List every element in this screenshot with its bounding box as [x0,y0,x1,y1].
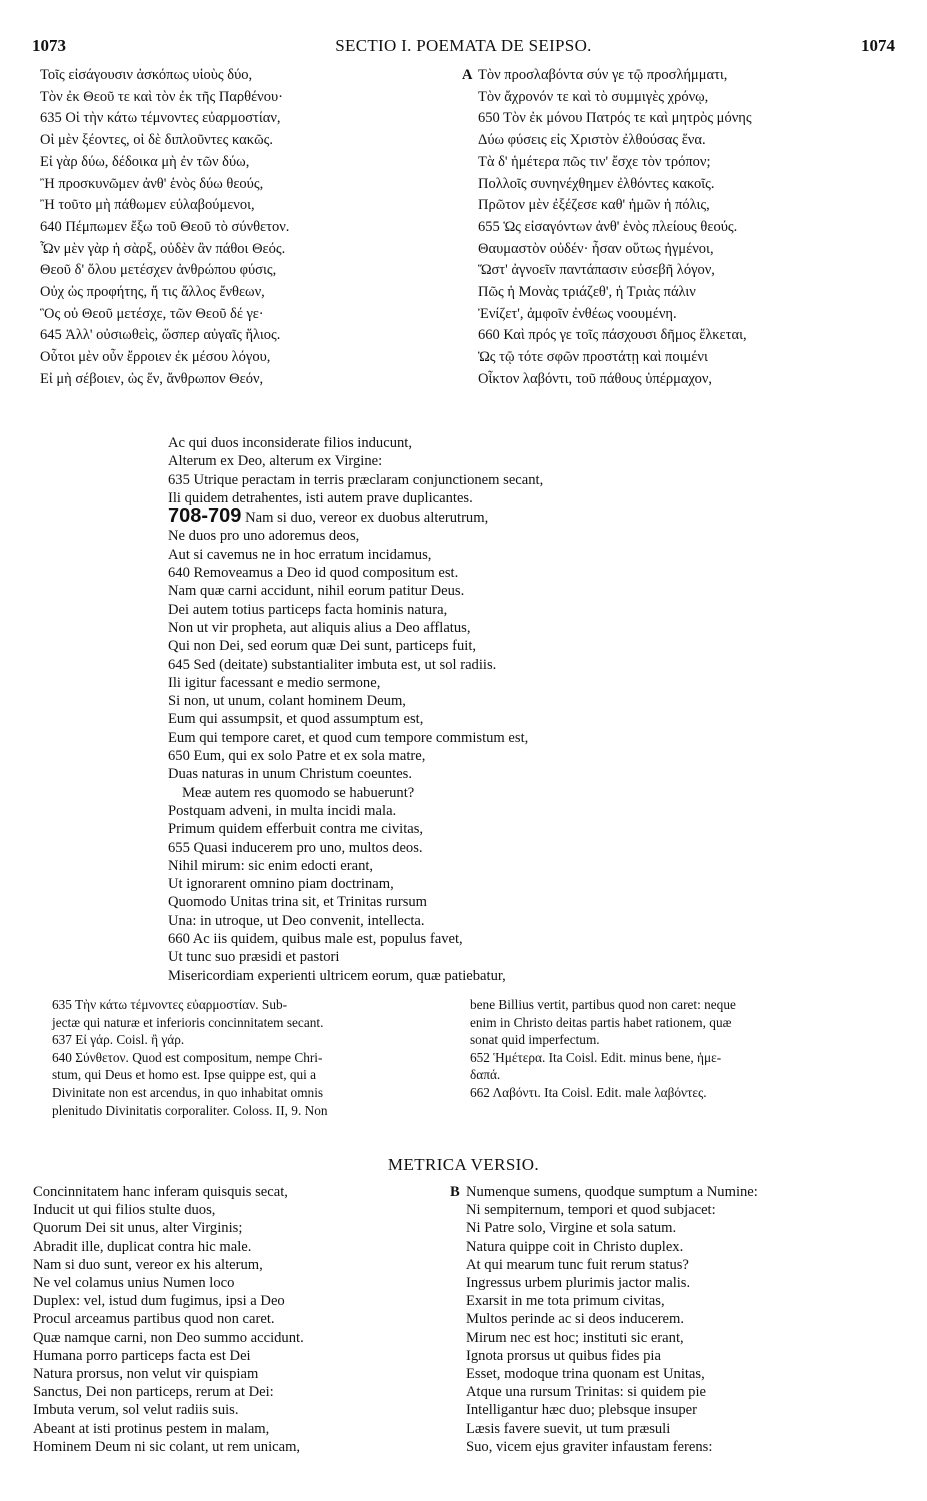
verse-line: Οἶκτον λαβόντι, τοῦ πάθους ὑπέρμαχον, [478,370,713,387]
right-column-number: 1074 [861,36,895,55]
footnote-line: 637 Εἰ γάρ. Coisl. ἢ γάρ. [52,1032,185,1048]
verse-line: Πολλοῖς συνηνέχθημεν ἐλθόντες κακοῖς. [478,175,715,192]
verse-line: Ni Patre solo, Virgine et sola satum. [466,1220,677,1237]
verse-line: Εἰ γὰρ δύω, δέδοικα μὴ ἐν τῶν δύω, [40,153,250,170]
latin-line: Ut ignorarent omnino piam doctrinam, [168,876,394,893]
latin-line: Alterum ex Deo, alterum ex Virgine: [168,453,383,470]
greek-text-left [40,65,460,391]
footnote-line: bene Billius vertit, partibus quod non caret: neque [470,997,736,1012]
latin-line: Meæ autem res quomodo se habuerunt? [182,784,415,801]
footnote-line: 640 Σύνθετον. Quod est compositum, nempe Chri- [52,1049,323,1065]
metrica-versio-left [33,1183,443,1456]
verse-line: Humana porro particeps facta est Dei [33,1347,251,1364]
verse-line: 645 Ἀλλ' οὐσιωθεὶς, ὥσπερ αὐγαῖς ἥλιος. [40,327,281,344]
verse-line: Τὸν ἄχρονόν τε καὶ τὸ συμμιγὲς χρόνῳ, [478,88,709,105]
verse-line: Quæ namque carni, non Deo summo accidunt. [33,1329,304,1346]
verse-line: Ἢ τοῦτο μὴ πάθωμεν εὐλαβούμενοι, [40,197,255,214]
latin-line: Ac qui duos inconsiderate filios inducunt, [168,435,412,451]
verse-line: Læsis favere suevit, ut tum præsuli [466,1420,671,1437]
footnote-line: sonat quid imperfectum. [470,1032,600,1048]
verse-line: Οὗτοι μὲν οὖν ἔρροιεν ἐκ μέσου λόγου, [40,349,271,366]
latin-line: 650 Eum, qui ex solo Patre et ex sola matre, [168,748,426,765]
verse-line: Θεοῦ δ' ὅλου μετέσχεν ἀνθρώπου φύσις, [40,262,277,279]
footnote-line: jectæ qui naturæ et inferioris concinnitatem secant. [52,1014,324,1030]
latin-line: Ili quidem detrahentes, isti autem prave duplicantes. [168,489,473,506]
latin-line: 645 Sed (deitate) substantialiter imbuta est, ut sol radiis. [168,656,497,673]
verse-line: 640 Πέμπωμεν ἔξω τοῦ Θεοῦ τὸ σύνθετον. [40,218,290,235]
latin-line: Misericordiam experienti ultricem eorum, quæ patiebatur, [168,967,506,984]
verse-line: 660 Καὶ πρός γε τοῖς πάσχουσι δῆμος ἕλκεται, [478,327,747,344]
verse-line: Abeant at isti protinus pestem in malam, [33,1420,270,1437]
verse-line: Procul arceamus partibus quod non caret. [33,1311,275,1328]
verse-line: Concinnitatem hanc inferam quisquis secat, [33,1184,288,1200]
verse-line: Abradit ille, duplicat contra hic male. [33,1238,252,1255]
latin-line: Duas naturas in unum Christum coeuntes. [168,766,413,783]
latin-line: Postquam adveni, in multa incidi mala. [168,802,397,819]
footnote-line: stum, qui Deus et homo est. Ipse quippe est, qui a [52,1067,317,1083]
verse-line: Imbuta verum, sol velut radiis suis. [33,1402,239,1419]
footnote-line: Divinitate non est arcendus, in quo inhabitat omnis [52,1084,324,1100]
column-marker-b: B [450,1184,460,1200]
verse-line: Sanctus, Dei non particeps, rerum at Dei: [33,1384,274,1401]
latin-line: Dei autem totius particeps facta hominis natura, [168,601,448,618]
footnote-line: 635 Τὴν κάτω τέμνοντες εὐαρμοστίαν. Sub- [52,997,288,1012]
running-title: SECTIO I. POEMATA DE SEIPSO. [335,36,592,55]
footnote-line: enim in Christo deitas partis habet rationem, quæ [470,1014,732,1030]
verse-line: Πῶς ἡ Μονὰς τριάζεθ', ἡ Τριὰς πάλιν [478,284,696,301]
latin-line: Nam quæ carni accidunt, nihil eorum patitur Deus. [168,583,465,600]
verse-line: Mirum nec est hoc; instituti sic erant, [466,1329,684,1346]
verse-line: Δύω φύσεις εἰς Χριστὸν ἐλθούσας ἕνα. [478,132,706,149]
greek-text-right [462,65,902,391]
verse-line: Ὡς τῷ τότε σφῶν προστάτῃ καὶ ποιμένι [478,349,708,366]
latin-line: 655 Quasi inducerem pro uno, multos deos. [168,839,423,856]
latin-line: Eum qui assumpsit, et quod assumptum est, [168,711,424,728]
verse-line: Τὸν προσλαβόντα σύν γε τῷ προσλήμματι, [478,67,728,83]
latin-line: Non ut vir propheta, aut aliquis alius a Deo afflatus, [168,619,471,636]
footnote-line: 662 Λαβόντι. Ita Coisl. Edit. male λαβόντες. [470,1084,707,1100]
footnotes-left [52,996,452,1119]
verse-line: Quorum Dei sit unus, alter Virginis; [33,1220,243,1237]
verse-line: Θαυμαστὸν οὐδέν· ἦσαν οὕτως ἠγμένοι, [478,240,714,257]
verse-line: Atque una rursum Trinitas: si quidem pie [466,1384,706,1401]
footnote-line: 652 Ἡμέτερα. Ita Coisl. Edit. minus bene, ἡμε- [470,1049,722,1065]
verse-line: Inducit ut qui filios stulte duos, [33,1202,216,1219]
latin-line: Ut tunc suo præsidi et pastori [168,949,340,966]
latin-line: Eum qui tempore caret, et quod cum tempore commistum est, [168,729,529,746]
latin-line: Ne duos pro uno adoremus deos, [168,528,360,545]
verse-line: 650 Τὸν ἐκ μόνου Πατρός τε καὶ μητρὸς μόνης [478,110,752,127]
verse-line: Τὰ δ' ἡμέτερα πῶς τιν' ἔσχε τὸν τρόπον; [478,153,711,170]
page-header [32,36,895,58]
verse-line: Multos perinde ac si deos inducerem. [466,1311,685,1328]
verse-line: Ne vel colamus unius Numen loco [33,1275,235,1292]
verse-line: Esset, modoque trina quonam est Unitas, [466,1366,705,1383]
section-heading: METRICA VERSIO. [387,1155,540,1174]
verse-line: Intelligantur hæc duo; plebsque insuper [466,1402,698,1419]
verse-line: Numenque sumens, quodque sumptum a Numine: [466,1184,758,1200]
left-column-number: 1073 [32,36,66,55]
latin-line: 635 Utrique peractam in terris præclaram conjunctionem secant, [168,471,544,488]
verse-line: Natura quippe coit in Christo duplex. [466,1238,684,1255]
verse-line: Natura prorsus, non velut vir quispiam [33,1366,259,1383]
verse-line: Ignota prorsus ut quibus fides pia [466,1347,661,1364]
latin-line: Una: in utroque, ut Deo convenit, intellecta. [168,912,425,929]
latin-line: Nam si duo, vereor ex duobus alterutrum, [245,510,489,527]
verse-line: Ὃς οὐ Θεοῦ μετέσχε, τῶν Θεοῦ δέ γε· [40,305,264,322]
latin-line: Si non, ut unum, colant hominem Deum, [168,693,406,710]
verse-line: Duplex: vel, istud dum fugimus, ipsi a Deo [33,1293,285,1310]
migne-column-marker: 708-709 [168,505,242,528]
latin-line: Qui non Dei, sed eorum quæ Dei sunt, particeps fuit, [168,638,477,655]
verse-line: Exarsit in me tota primum civitas, [466,1293,665,1310]
verse-line: Οὐχ ὡς προφήτης, ἤ τις ἄλλος ἔνθεων, [40,284,265,301]
latin-line: Quomodo Unitas trina sit, et Trinitas rursum [168,894,428,911]
verse-line: Ἐνίζετ', ἀμφοῖν ἐνθέως νοουμένη. [478,305,677,322]
footnote-line: δαπά. [470,1067,501,1083]
verse-line: Ὧν μὲν γὰρ ἡ σὰρξ, οὐδὲν ἂν πάθοι Θεός. [40,240,286,257]
verse-line: Nam si duo sunt, vereor ex his alterum, [33,1256,263,1273]
verse-line: Πρῶτον μὲν ἐξέζεσε καθ' ἡμῶν ἡ πόλις, [478,197,710,214]
metrica-versio-right [450,1183,900,1456]
verse-line: Τοῖς εἰσάγουσιν ἀσκόπως υἱοὺς δύο, [40,67,253,83]
verse-line: Ἢ προσκυνῶμεν ἀνθ' ἑνὸς δύω θεούς, [40,175,264,192]
verse-line: Εἰ μὴ σέβοιεν, ὡς ἕν, ἄνθρωπον Θεόν, [40,370,264,387]
verse-line: 635 Οἱ τὴν κάτω τέμνοντες εὐαρμοστίαν, [40,110,281,127]
latin-line: Aut si cavemus ne in hoc erratum incidamus, [168,546,432,563]
latin-translation [168,434,728,985]
verse-line: Suo, vicem ejus graviter infaustam ferens: [466,1438,713,1455]
column-marker-a: A [462,67,473,83]
footnotes-right [470,996,900,1102]
latin-line: Ili igitur facessant e medio sermone, [168,674,381,691]
verse-line: Ingressus urbem plurimis jactor malis. [466,1275,691,1292]
footnote-line: plenitudo Divinitatis corporaliter. Coloss. II, 9. Non [52,1102,328,1118]
verse-line: Hominem Deum ni sic colant, ut rem unicam, [33,1438,301,1455]
verse-line: At qui mearum tunc fuit rerum status? [466,1256,689,1273]
verse-line: 655 Ὡς εἰσαγόντων ἀνθ' ἑνὸς πλείους θεούς. [478,218,738,235]
latin-line: 640 Removeamus a Deo id quod compositum est. [168,565,459,582]
verse-line: Ὥστ' ἀγνοεῖν παντάπασιν εὐσεβῆ λόγον, [478,262,715,279]
verse-line: Ni sempiternum, tempori et quod subjacet: [466,1202,716,1219]
latin-line: 660 Ac iis quidem, quibus male est, populus favet, [168,931,463,948]
verse-line: Τὸν ἐκ Θεοῦ τε καὶ τὸν ἐκ τῆς Παρθένου· [40,88,283,105]
verse-line: Οἱ μὲν ξέοντες, οἱ δὲ διπλοῦντες κακῶς. [40,132,273,149]
latin-line: Nihil mirum: sic enim edocti erant, [168,857,374,874]
latin-line: Primum quidem efferbuit contra me civitas, [168,821,424,838]
